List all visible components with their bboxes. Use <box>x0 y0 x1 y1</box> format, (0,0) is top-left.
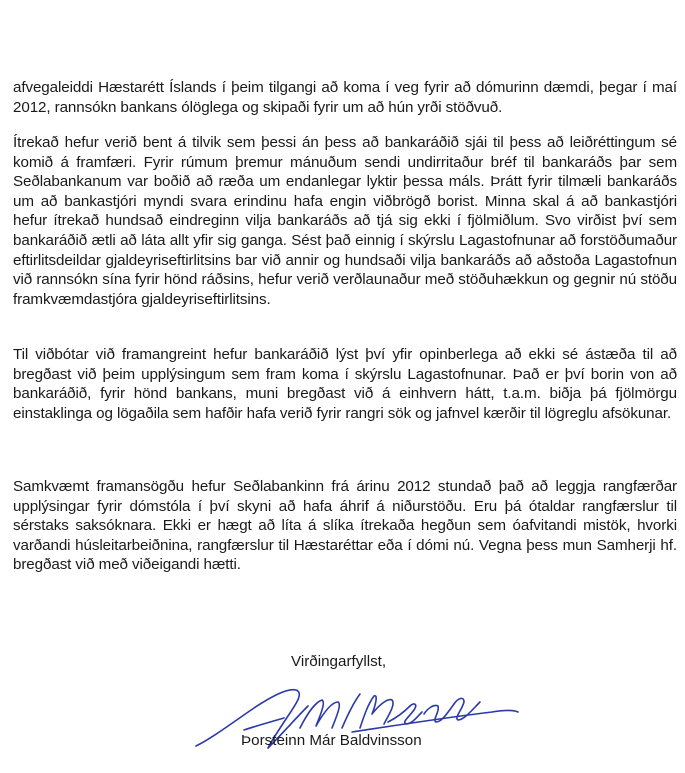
letter-paragraph-2: Ítrekað hefur verið bent á tilvik sem þessi án þess að bankaráðið sjái til þess að leiðréttingum sé komið á framfæri. Fyrir rúmum þremur mánuðum sendi undirritaður bréf til bankaráðs þar sem Seðlabankanum var boðið að ræða um endanlegar lyktir þessa máls. Þrátt fyrir tilmæli bankaráðs um að bankastjóri myndi svara erindinu hafa engin viðbrögð borist. Minna skal á að bankastjóri hefur ítrekað hundsað eindreginn vilja bankaráðs að tjá sig ekki í fjölmiðlum. Svo virðist því sem bankaráðið ætli að láta allt yfir sig ganga. Sést það einnig í skýrslu Lagastofnunar að forstöðumaður eftirlitsdeildar gjaldeyriseftirlitsins bar við annir og hundsaði vilja bankaráðs að aðstoða Lagastofnun við rannsókn sína fyrir hönd ráðsins, hefur verið verðlaunaður með stöðuhækkun og gegnir nú stöðu framkvæmdastjóra gjaldeyriseftirlitsins. <box>13 134 677 308</box>
signer-name: Þorsteinn Már Baldvinsson <box>241 732 422 749</box>
closing-salutation: Virðingarfyllst, <box>291 653 387 670</box>
letter-paragraph-1: afvegaleiddi Hæstarétt Íslands í þeim tilgangi að koma í veg fyrir að dómurinn dæmdi, þegar í maí 2012, rannsókn bankans ólöglega og skipaði fyrir um að hún yrði stöðvuð. <box>13 79 677 116</box>
letter-paragraph-3: Til viðbótar við framangreint hefur bankaráðið lýst því yfir opinberlega að ekki sé ástæða til að bregðast við þeim upplýsingum sem fram koma í skýrslu Lagastofnunar. Það er því borin von að bankaráðið, fyrir hönd bankans, muni bregðast við á einhvern hátt, t.a.m. biðja þá fjölmörgu einstaklinga og lögaðila sem hafðir hafa verið fyrir rangri sök og jafnvel kærðir til lögreglu afsökunar. <box>13 346 677 422</box>
letter-paragraph-4: Samkvæmt framansögðu hefur Seðlabankinn frá árinu 2012 stundað það að leggja rangfærðar upplýsingar fyrir dómstóla í því skyni að hafa áhrif á niðurstöðu. Eru þá ótaldar rangfærslur til sérstaks saksóknara. Ekki er hægt að líta á slíka ítrekaða hegðun sem óafvitandi mistök, hvorki varðandi húsleitarbeiðnina, rangfærslur til Hæstaréttar eða í dómi nú. Vegna þess mun Samherji hf. bregðast við með viðeigandi hætti. <box>13 478 677 574</box>
handwritten-signature <box>192 668 522 768</box>
